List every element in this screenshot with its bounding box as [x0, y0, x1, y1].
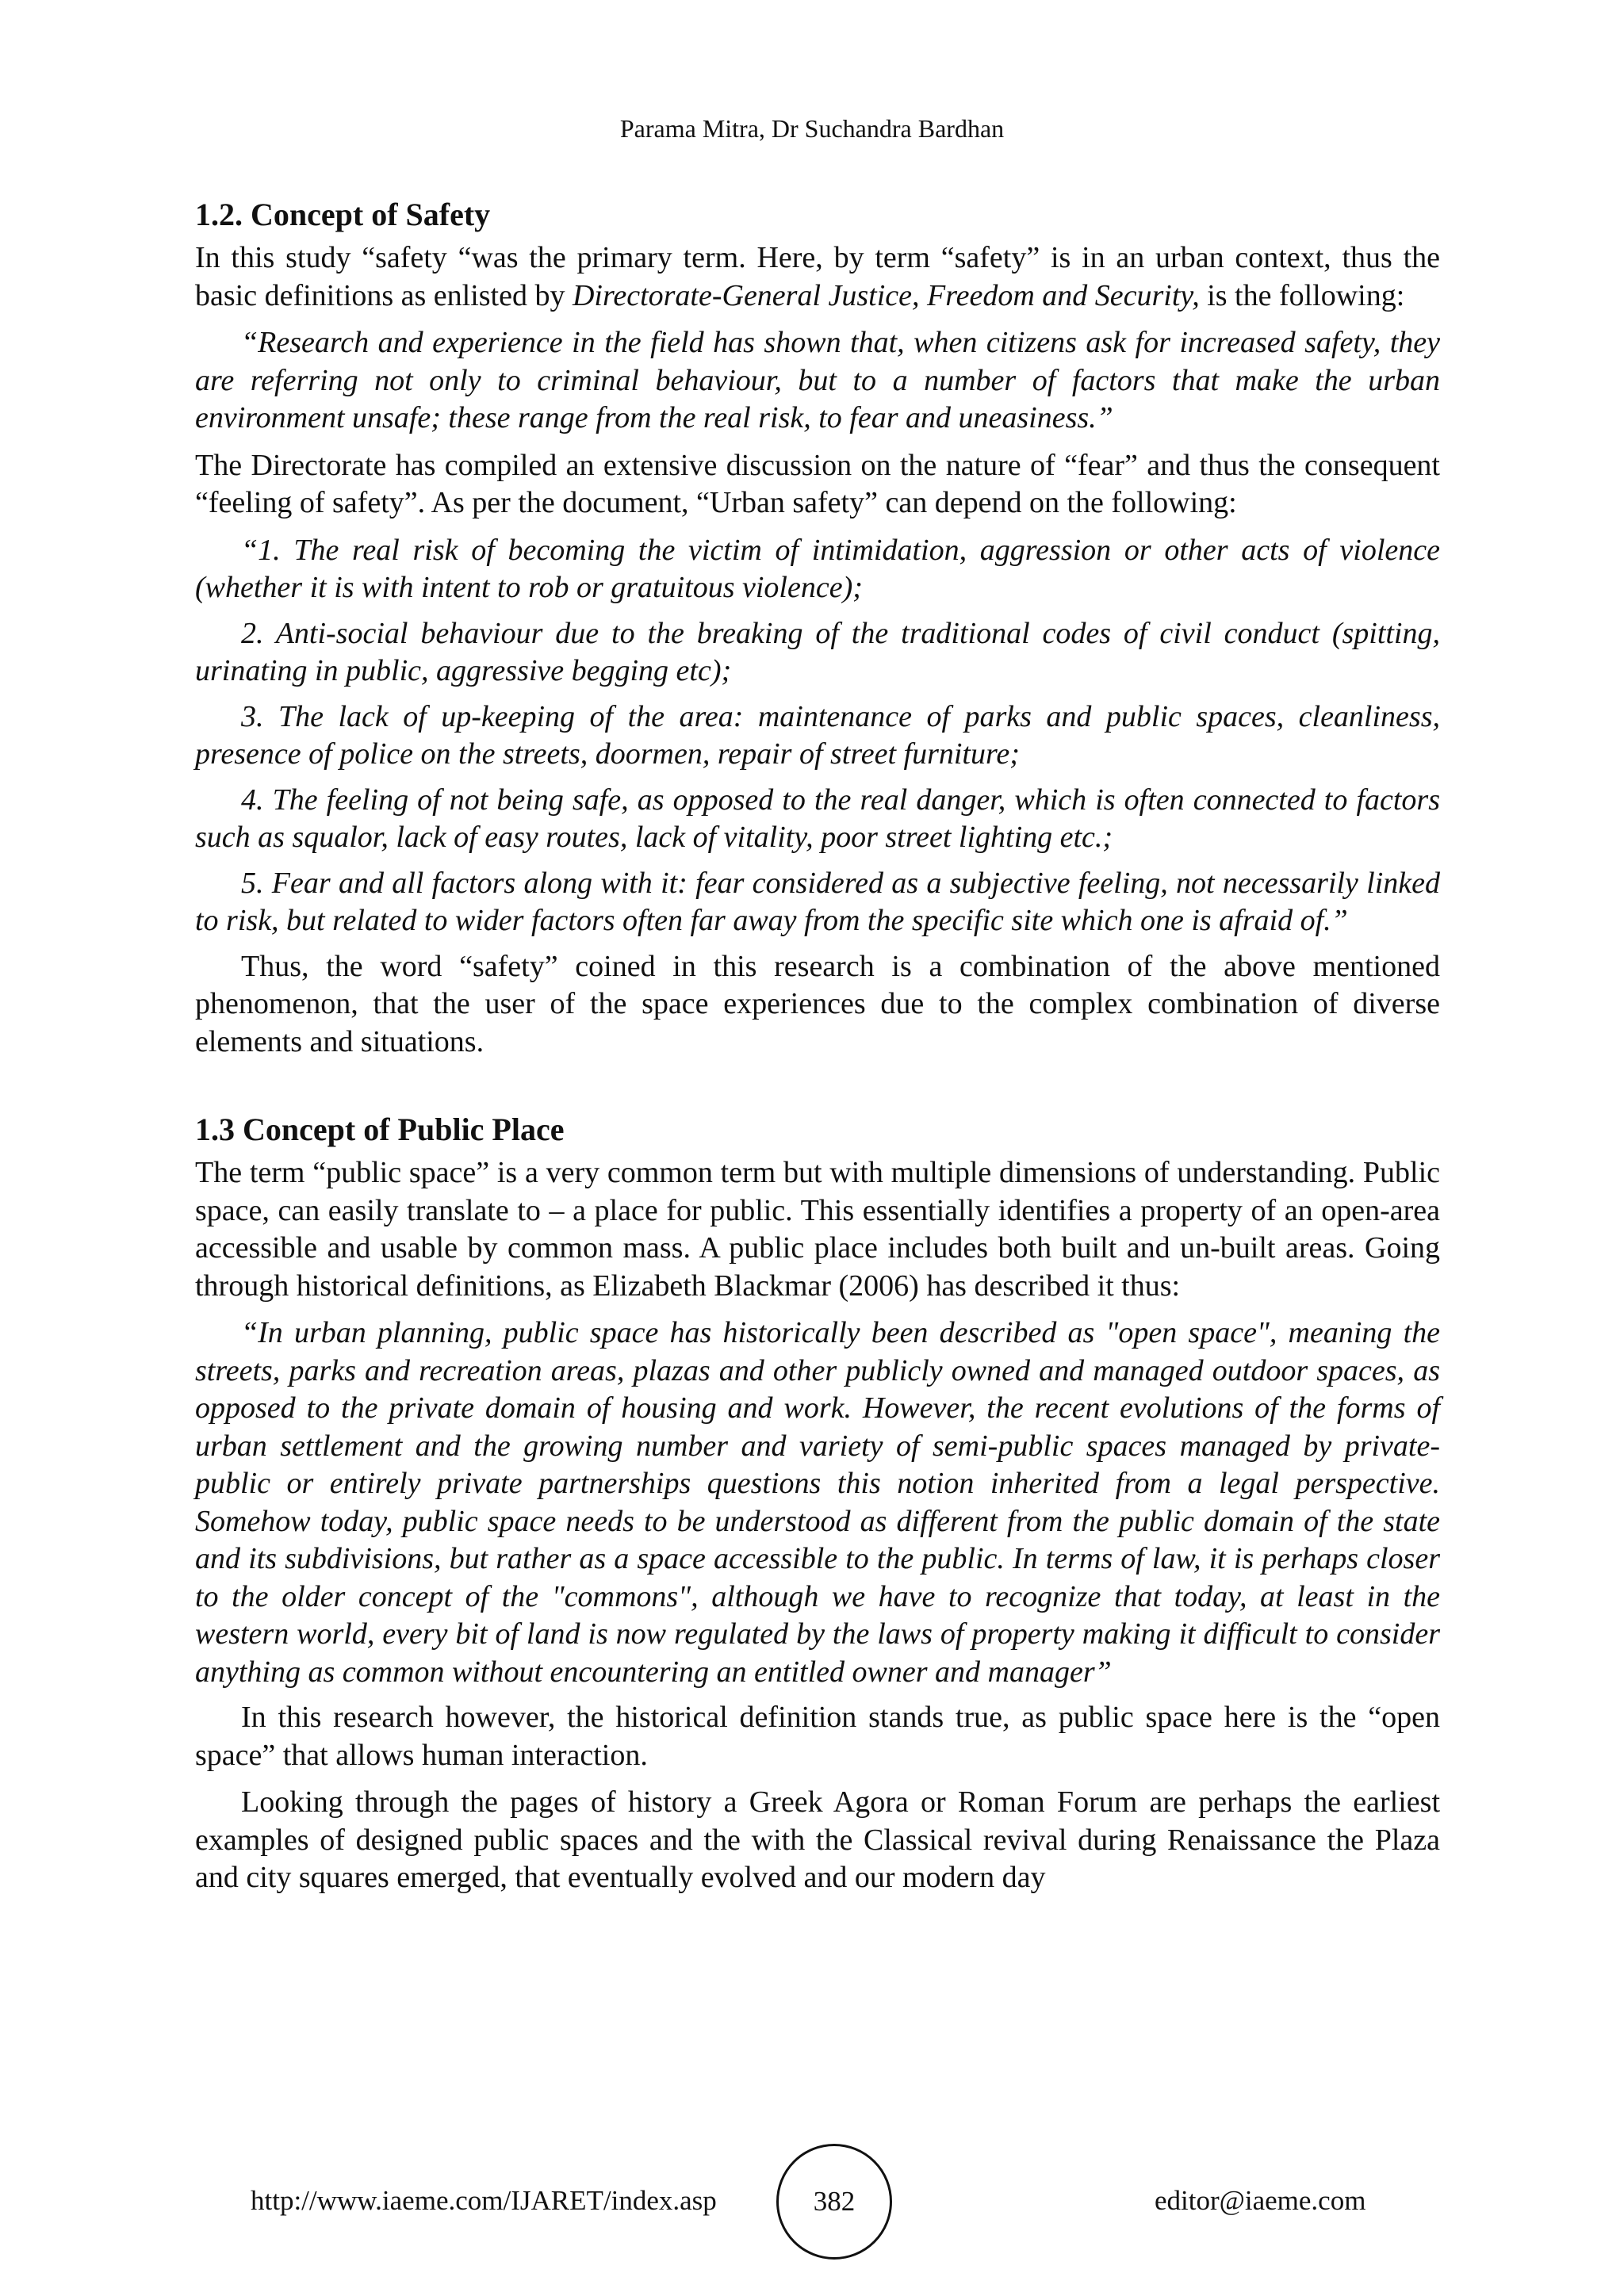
page-body	[195, 190, 1440, 1897]
section-heading-safety: 1.2. Concept of Safety	[195, 197, 491, 232]
block-quote-safety: “Research and experience in the field has shown that, when citizens ask for increased safety, they are referring not only to criminal behaviour, but to a number of factors that make the urban environment unsafe; these range from the real risk, to fear and uneasiness.”	[195, 326, 1440, 434]
footer-url-link[interactable]: http://www.iaeme.com/IJARET/index.asp	[251, 2185, 717, 2216]
section-heading-public-place: 1.3 Concept of Public Place	[195, 1112, 565, 1147]
page-number-badge	[776, 2144, 892, 2260]
paragraph-safety-intro-emphasis: Directorate-General Justice, Freedom and Security,	[572, 278, 1200, 312]
running-header: Parama Mitra, Dr Suchandra Bardhan	[619, 114, 1005, 143]
block-quote-blackmar: “In urban planning, public space has historically been described as "open space", meaning the streets, parks and recreation areas, plazas and other publicly owned and managed outdoor spaces, as opposed to the private domain of housing and work. However, the recent evolutions of the forms of urban settlement and the growing number and variety of semi-public spaces managed by private-public or entirely private partnerships questions this notion inherited from a legal perspective. Somehow today, public space needs to be understood as different from the public domain of the state and its subdivisions, but rather as a space accessible to the public. In terms of law, it is perhaps closer to the older concept of the "commons", although we have to recognize that today, at least in the western world, every bit of land is now regulated by the laws of property making it difficult to consider anything as common without encountering an entitled owner and manager”	[195, 1316, 1440, 1689]
list-item-4: 4. The feeling of not being safe, as opposed to the real danger, which is often connected to factors such as squalor, lack of easy routes, lack of vitality, poor street lighting etc.;	[195, 783, 1440, 854]
paragraph-history-pages: Looking through the pages of history a Greek Agora or Roman Forum are perhaps the earliest examples of designed public spaces and the with the Classical revival during Renaissance the Plaza and city squares emerged, that eventually evolved and our modern day	[195, 1785, 1440, 1894]
paragraph-safety-intro	[195, 239, 1440, 315]
list-item-1: “1. The real risk of becoming the victim of intimidation, aggression or other acts of violence (whether it is with intent to rob or gratuitous violence);	[195, 533, 1440, 604]
list-item-3: 3. The lack of up-keeping of the area: maintenance of parks and public spaces, cleanliness, presence of police on the streets, doormen, repair of street furniture;	[195, 699, 1440, 771]
list-item-2: 2. Anti-social behaviour due to the breaking of the traditional codes of civil conduct (spitting, urinating in public, aggressive begging etc);	[195, 616, 1440, 687]
list-item-5: 5. Fear and all factors along with it: fear considered as a subjective feeling, not necessarily linked to risk, but related to wider factors often far away from the specific site which one is afraid of.”	[195, 866, 1440, 937]
paragraph-safety-intro-start: In this study “safety “was the primary term. Here, by term “safety” is in an urban context, thus the basic definitions as enlisted by	[195, 241, 1440, 312]
paragraph-safety-summary: Thus, the word “safety” coined in this research is a combination of the above mentioned phenomenon, that the user of the space experiences due to the complex combination of diverse elements and situations.	[195, 949, 1440, 1058]
paragraph-public-space-intro: The term “public space” is a very common term but with multiple dimensions of understanding. Public space, can easily translate to – a place for public. This essentially identifies a property of an open-area accessible and usable by common mass. A public place includes both built and un-built areas. Going through historical definitions, as Elizabeth Blackmar (2006) has described it thus:	[195, 1156, 1440, 1303]
footer-email-link[interactable]: editor@iaeme.com	[1155, 2185, 1366, 2216]
page-number: 382	[813, 2186, 856, 2217]
paragraph-directorate: The Directorate has compiled an extensive discussion on the nature of “fear” and thus the consequent “feeling of safety”. As per the document, “Urban safety” can depend on the following:	[195, 448, 1440, 519]
paragraph-historical-definition: In this research however, the historical definition stands true, as public space here is the “open space” that allows human interaction.	[195, 1701, 1440, 1772]
paragraph-safety-intro-end: is the following:	[1199, 278, 1405, 312]
page-footer	[0, 2141, 1624, 2260]
